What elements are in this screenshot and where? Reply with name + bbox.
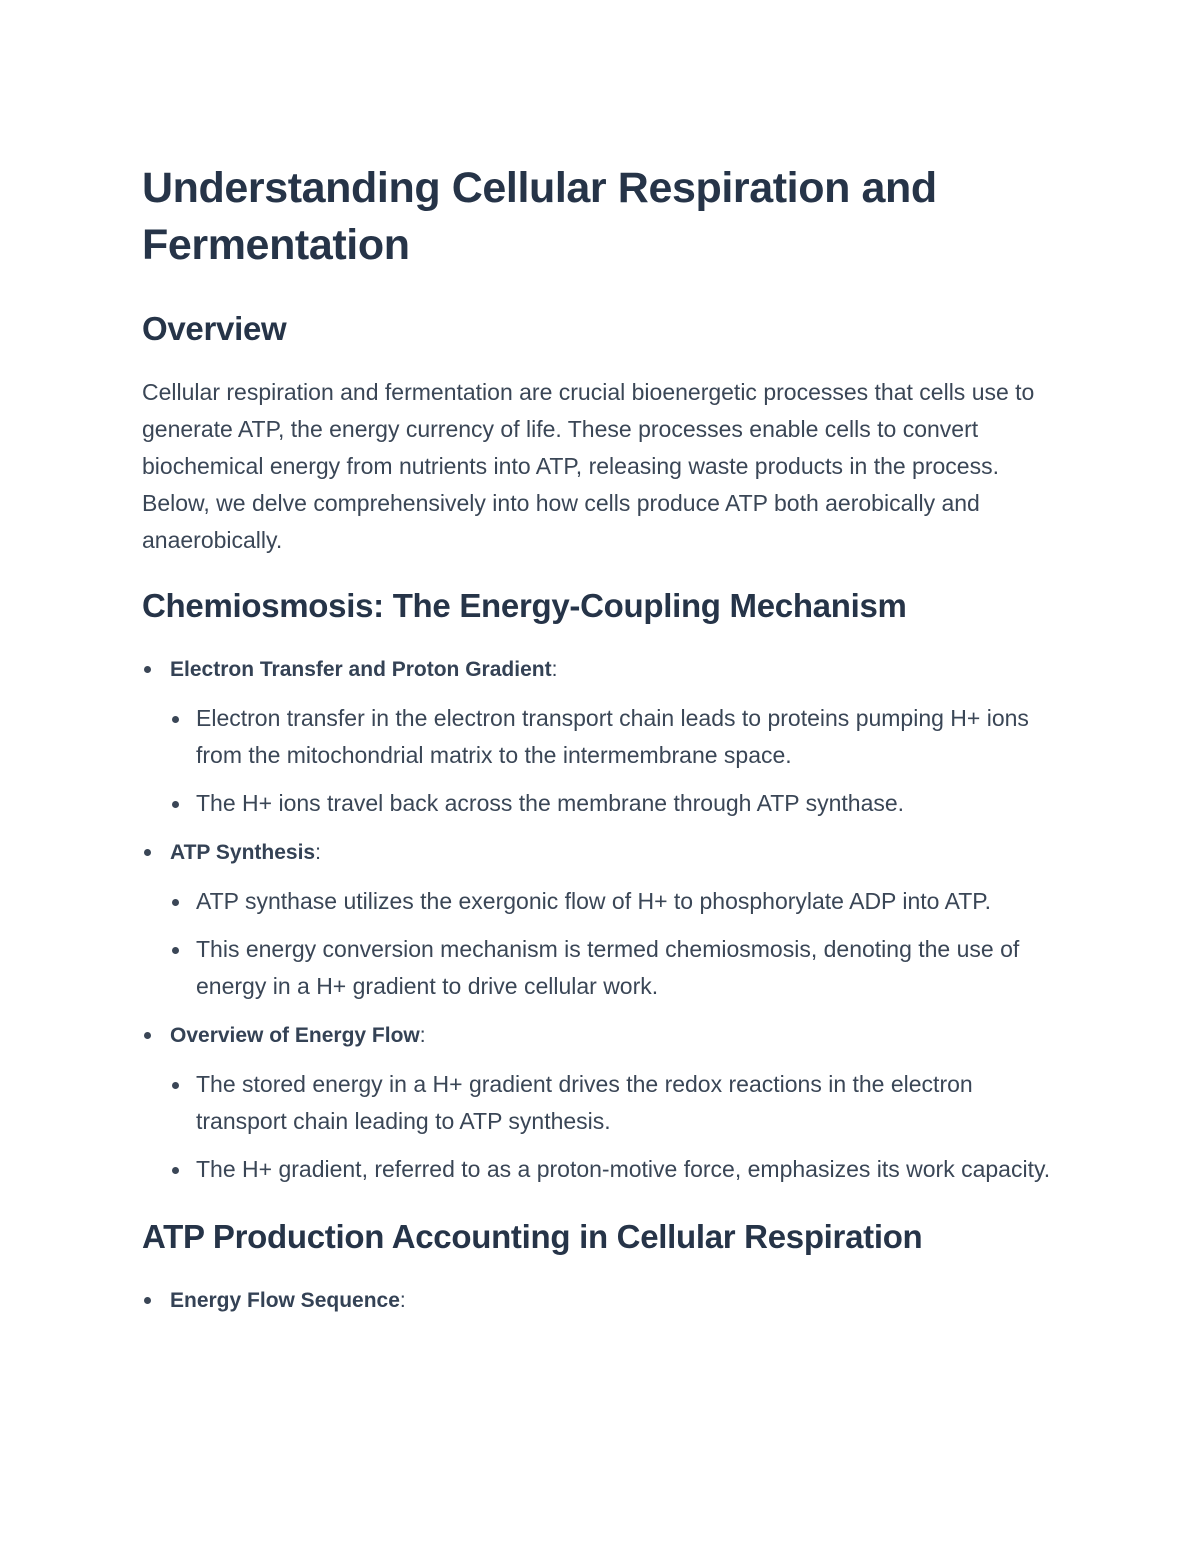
chemiosmosis-list [142, 651, 1067, 1188]
list-item: Electron Transfer and Proton Gradient: Electron transfer in the electron transport chain leads to proteins pumping H+ ions from the mitochondrial matrix to the intermembrane space. The H+ ions travel back across the membrane through ATP synthase. [142, 651, 1067, 822]
list-item: ATP Synthesis: ATP synthase utilizes the exergonic flow of H+ to phosphorylate ADP into ATP. This energy conversion mechanism is termed chemiosmosis, denoting the use of energy in a H+ gradient to drive cellular work. [142, 834, 1067, 1005]
list-item: Overview of Energy Flow: The stored energy in a H+ gradient drives the redox reactions in the electron transport chain leading to ATP synthesis. The H+ gradient, referred to as a proton-motive force, emphasizes its work capacity. [142, 1017, 1067, 1188]
sub-list-item: The H+ gradient, referred to as a proton-motive force, emphasizes its work capacity. [170, 1151, 1067, 1188]
sub-list [170, 700, 1067, 822]
sub-list-item: Electron transfer in the electron transport chain leads to proteins pumping H+ ions from the mitochondrial matrix to the intermembrane space. [170, 700, 1067, 774]
sub-list-item: The H+ ions travel back across the membrane through ATP synthase. [170, 785, 1067, 822]
sub-list [170, 883, 1067, 1005]
list-item-label: Overview of Energy Flow [170, 1024, 420, 1047]
sub-list-item: ATP synthase utilizes the exergonic flow of H+ to phosphorylate ADP into ATP. [170, 883, 1067, 920]
list-item-label: ATP Synthesis [170, 841, 316, 864]
sub-list [170, 1066, 1067, 1188]
atp-accounting-list [142, 1282, 1067, 1319]
overview-heading: Overview [142, 310, 287, 347]
chemiosmosis-heading: Chemiosmosis: The Energy-Coupling Mechanism [142, 587, 907, 624]
list-item: Energy Flow Sequence: [142, 1282, 1067, 1319]
document-title: Understanding Cellular Respiration and Fermentation [142, 164, 937, 269]
overview-paragraph: Cellular respiration and fermentation are crucial bioenergetic processes that cells use to generate ATP, the energy currency of life. These processes enable cells to convert biochemical energy from nutrients into ATP, releasing waste products in the process. Below, we delve comprehensively into how cells produce ATP both aerobically and anaerobically. [142, 379, 1035, 553]
sub-list-item: This energy conversion mechanism is termed chemiosmosis, denoting the use of energy in a H+ gradient to drive cellular work. [170, 931, 1067, 1005]
document-page [142, 160, 1067, 1331]
atp-accounting-heading: ATP Production Accounting in Cellular Respiration [142, 1218, 923, 1255]
list-item-label: Energy Flow Sequence [170, 1289, 400, 1312]
sub-list-item: The stored energy in a H+ gradient drives the redox reactions in the electron transport chain leading to ATP synthesis. [170, 1066, 1067, 1140]
list-item-label: Electron Transfer and Proton Gradient [170, 658, 552, 681]
